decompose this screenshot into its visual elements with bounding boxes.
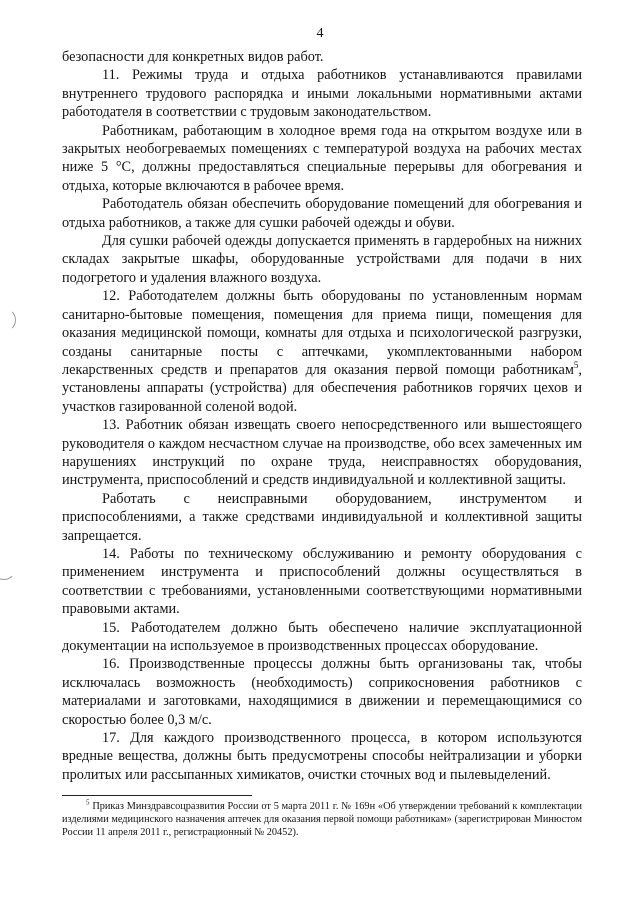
paragraph-continuation: безопасности для конкретных видов работ.: [62, 49, 324, 65]
paragraph-15: 15. Работодателем должно быть обеспечено наличие эксплуатационной документации на используемое в производственных процессах оборудование.: [62, 619, 582, 654]
punch-hole-mark: [0, 308, 16, 332]
footnote: [62, 800, 582, 840]
paragraph-13: 13. Работник обязан извещать своего непосредственного или вышестоящего руководителя о каждом несчастном случае на производстве, обо всех замеченных им нарушениях инструкций по охране труда, неисправностях оборудования, инструмента, приспособлений и средств индивидуальной и коллективной защиты.: [62, 417, 582, 489]
paragraph-11: 11. Режимы труда и отдыха работников устанавливаются правилами внутреннего трудового распорядка и иными локальными нормативными актами работодателя в соответствии с трудовым законодательством.: [62, 67, 582, 121]
paragraph-12-tail: , установлены аппараты (устройства) для обеспечения работников горячих цехов и участков газированной соленой водой.: [62, 361, 582, 415]
paragraph-17: 17. Для каждого производственного процесса, в котором используются вредные вещества, должны быть предусмотрены способы нейтрализации и уборки пролитых или рассыпанных химикатов, очистки сточных вод и пылевыделений.: [62, 730, 582, 783]
punch-hole-mark: [0, 556, 16, 580]
footnote-text: Приказ Минздравсоцразвития России от 5 марта 2011 г. № 169н «Об утверждении требований к комплектации изделиями медицинского назначения аптечек для оказания первой помощи работникам» (зарегистрирован Минюстом России 11 апреля 2011 г., регистрационный № 20452).: [62, 801, 582, 839]
paragraph-drying-clothes: Для сушки рабочей одежды допускается применять в гардеробных на нижних складах закрытые шкафы, оборудованные устройствами для подачи в них подогретого и удаления влажного воздуха.: [62, 233, 582, 286]
footnote-reference: 5: [573, 360, 579, 371]
paragraph-faulty-equipment: Работать с неисправными оборудованием, инструментом и приспособлениями, а также средствами индивидуальной и коллективной защиты запрещается.: [62, 490, 582, 544]
paragraph-cold-breaks: Работникам, работающим в холодное время года на открытом воздухе или в закрытых необогреваемых помещениях с температурой воздуха на рабочих местах ниже 5 °С, должны предоставляться специальные перерывы для обогревания и отдыха, которые включаются в рабочее время.: [62, 122, 582, 194]
paragraph-12-text: 12. Работодателем должны быть оборудованы по установленным нормам санитарно-бытовые помещения, помещения для приема пищи, помещения для оказания медицинской помощи, комнаты для отдыха и психологической разгрузки, созданы санитарные посты с аптечками, укомплектованными набором лекарственных средств и препаратов для оказания первой помощи работникам: [62, 288, 582, 378]
document-body: [62, 48, 582, 784]
paragraph-16: 16. Производственные процессы должны быть организованы так, чтобы исключалась возможность (необходимость) соприкосновения работников с материалами и заготовками, находящимися в движении и перемещающимися со скоростью более 0,3 м/с.: [62, 656, 582, 728]
paragraph-heating-rooms: Работодатель обязан обеспечить оборудование помещений для обогревания и отдыха работников, а также для сушки рабочей одежды и обуви.: [62, 196, 582, 231]
paragraph-12: [62, 287, 582, 416]
page-number: 4: [316, 26, 324, 41]
footnote-divider: [62, 795, 252, 796]
paragraph-14: 14. Работы по техническому обслуживанию и ремонту оборудования с применением инструмента и приспособлений должны осуществляться в соответствии с требованиями, установленными соответствующими нормативными правовыми актами.: [62, 545, 582, 618]
footnote-marker: 5: [86, 798, 90, 807]
